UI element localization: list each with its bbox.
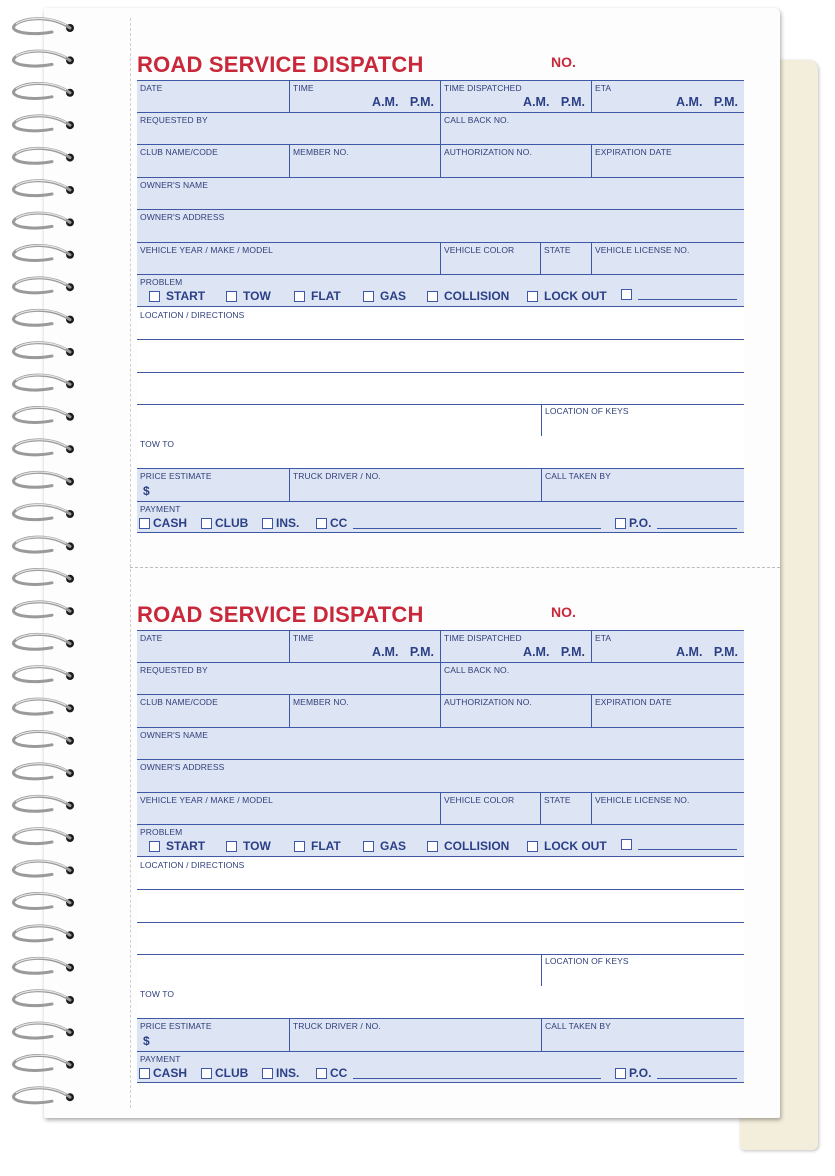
- member-no-label: MEMBER NO.: [293, 697, 349, 707]
- checkbox-icon: [621, 839, 632, 850]
- spiral-coil: [13, 828, 74, 843]
- time-dispatched-label: TIME DISPATCHED: [444, 633, 522, 643]
- call-taken-by-field[interactable]: [541, 469, 744, 501]
- state-label: STATE: [544, 245, 571, 255]
- problem-label: PROBLEM: [140, 827, 183, 837]
- checkbox-icon: [139, 1068, 150, 1079]
- spiral-coil: [13, 861, 74, 876]
- date-label: DATE: [140, 633, 163, 643]
- spiral-coil: [13, 731, 74, 746]
- problem-label: PROBLEM: [140, 277, 183, 287]
- spiral-coil: [13, 602, 74, 617]
- owners-address-label: OWNER'S ADDRESS: [140, 212, 225, 222]
- row-problem: [137, 274, 744, 307]
- authorization-no-field[interactable]: [440, 695, 591, 727]
- payment-cash-checkbox[interactable]: CASH: [139, 1066, 187, 1080]
- time-field[interactable]: [289, 81, 440, 112]
- cc-number-blank[interactable]: [353, 1078, 601, 1079]
- po-number-blank[interactable]: [657, 528, 737, 529]
- time-am-pm: A.M. P.M.: [372, 95, 434, 109]
- row-vehicle: [137, 242, 744, 274]
- owners-name-field[interactable]: [137, 728, 744, 759]
- payment-cc-checkbox[interactable]: CC: [316, 516, 601, 530]
- requested-by-field[interactable]: [137, 113, 440, 144]
- dollar-sign: $: [143, 484, 150, 498]
- spiral-binding: [0, 0, 90, 1176]
- checkbox-icon: [226, 291, 237, 302]
- owners-name-label: OWNER'S NAME: [140, 730, 208, 740]
- call-taken-by-label: CALL TAKEN BY: [545, 471, 611, 481]
- spiral-coil: [13, 310, 74, 325]
- row-price: [137, 468, 744, 501]
- writing-line: [137, 954, 744, 955]
- vehicle-color-label: VEHICLE COLOR: [444, 795, 515, 805]
- row-requested-by: [137, 662, 744, 694]
- row-date-time: [137, 80, 744, 112]
- call-taken-by-field[interactable]: [541, 1019, 744, 1051]
- spiral-coil: [13, 569, 74, 584]
- payment-label: PAYMENT: [140, 504, 181, 514]
- checkbox-icon: [615, 518, 626, 529]
- spiral-coil: [13, 1055, 74, 1070]
- payment-cc-checkbox[interactable]: CC: [316, 1066, 601, 1080]
- payment-ins-checkbox[interactable]: INS.: [262, 516, 299, 530]
- problem-other-blank[interactable]: [638, 849, 737, 850]
- checkbox-icon: [527, 291, 538, 302]
- call-back-no-label: CALL BACK NO.: [444, 665, 510, 675]
- checkbox-icon: [427, 841, 438, 852]
- form-title: ROAD SERVICE DISPATCH: [137, 602, 424, 627]
- expiration-date-label: EXPIRATION DATE: [595, 147, 672, 157]
- spiral-coil: [13, 893, 74, 908]
- checkbox-icon: [615, 1068, 626, 1079]
- payment-po-checkbox[interactable]: P.O.: [615, 516, 737, 530]
- row-owners-name: [137, 727, 744, 759]
- row-tow-to[interactable]: [137, 986, 744, 1018]
- truck-driver-no-label: TRUCK DRIVER / NO.: [293, 471, 381, 481]
- spiral-coil: [13, 116, 74, 131]
- expiration-date-label: EXPIRATION DATE: [595, 697, 672, 707]
- requested-by-field[interactable]: [137, 663, 440, 694]
- time-dispatched-field[interactable]: [440, 81, 591, 112]
- keys-divider: [541, 404, 542, 436]
- checkbox-icon: [262, 518, 273, 529]
- call-back-no-label: CALL BACK NO.: [444, 115, 510, 125]
- spiral-coil: [13, 440, 74, 455]
- owners-address-label: OWNER'S ADDRESS: [140, 762, 225, 772]
- expiration-date-field[interactable]: [591, 695, 744, 727]
- spiral-coil: [13, 51, 74, 66]
- checkbox-icon: [149, 291, 160, 302]
- checkbox-icon: [621, 289, 632, 300]
- problem-tow-checkbox[interactable]: TOW: [226, 839, 271, 853]
- problem-collision-checkbox[interactable]: COLLISION: [427, 289, 509, 303]
- spiral-coil: [13, 1088, 74, 1103]
- spiral-coil: [13, 375, 74, 390]
- row-club: [137, 694, 744, 727]
- price-estimate-label: PRICE ESTIMATE: [140, 1021, 212, 1031]
- spiral-coil: [13, 504, 74, 519]
- row-payment: [137, 1051, 744, 1083]
- owners-address-field[interactable]: [137, 760, 744, 792]
- eta-label: ETA: [595, 633, 612, 643]
- vehicle-color-field[interactable]: [440, 793, 540, 824]
- row-location-directions[interactable]: [137, 308, 744, 436]
- problem-other-checkbox[interactable]: [621, 839, 737, 850]
- checkbox-icon: [527, 841, 538, 852]
- payment-po-checkbox[interactable]: P.O.: [615, 1066, 737, 1080]
- spiral-coil: [13, 537, 74, 552]
- form-number-label: NO.: [551, 604, 576, 620]
- price-estimate-field[interactable]: [137, 469, 289, 501]
- perforation-horizontal: [130, 567, 780, 568]
- row-owners-address: [137, 209, 744, 242]
- authorization-no-field[interactable]: [440, 145, 591, 177]
- club-name-code-field[interactable]: [137, 695, 289, 727]
- problem-lock-out-checkbox[interactable]: LOCK OUT: [527, 289, 607, 303]
- vehicle-license-no-field[interactable]: [591, 243, 744, 274]
- owners-name-field[interactable]: [137, 178, 744, 209]
- authorization-no-label: AUTHORIZATION NO.: [444, 697, 532, 707]
- member-no-field[interactable]: [289, 695, 440, 727]
- truck-driver-no-field[interactable]: [289, 1019, 541, 1051]
- row-location-directions[interactable]: [137, 858, 744, 986]
- vehicle-ymm-label: VEHICLE YEAR / MAKE / MODEL: [140, 795, 273, 805]
- vehicle-license-no-label: VEHICLE LICENSE NO.: [595, 795, 690, 805]
- row-vehicle: [137, 792, 744, 824]
- call-taken-by-label: CALL TAKEN BY: [545, 1021, 611, 1031]
- spiral-coil: [13, 148, 74, 163]
- problem-other-checkbox[interactable]: [621, 289, 737, 300]
- problem-gas-checkbox[interactable]: GAS: [363, 839, 406, 853]
- spiral-coil: [13, 407, 74, 422]
- payment-label: PAYMENT: [140, 1054, 181, 1064]
- time-dispatched-am-pm: A.M. P.M.: [523, 95, 585, 109]
- time-dispatched-am-pm: A.M. P.M.: [523, 645, 585, 659]
- spiral-coil: [13, 634, 74, 649]
- price-estimate-field[interactable]: [137, 1019, 289, 1051]
- payment-ins-checkbox[interactable]: INS.: [262, 1066, 299, 1080]
- location-directions-label: LOCATION / DIRECTIONS: [140, 860, 245, 870]
- club-name-code-label: CLUB NAME/CODE: [140, 697, 218, 707]
- spiral-coil: [13, 699, 74, 714]
- time-label: TIME: [293, 633, 314, 643]
- payment-club-checkbox[interactable]: CLUB: [201, 516, 248, 530]
- vehicle-ymm-label: VEHICLE YEAR / MAKE / MODEL: [140, 245, 273, 255]
- spiral-coil: [13, 83, 74, 98]
- state-field[interactable]: [540, 243, 591, 274]
- time-field[interactable]: [289, 631, 440, 662]
- writing-line: [137, 339, 744, 340]
- writing-line: [137, 404, 744, 405]
- writing-line: [137, 922, 744, 923]
- time-dispatched-label: TIME DISPATCHED: [444, 83, 522, 93]
- club-name-code-label: CLUB NAME/CODE: [140, 147, 218, 157]
- checkbox-icon: [226, 841, 237, 852]
- call-back-no-field[interactable]: [440, 113, 744, 144]
- truck-driver-no-field[interactable]: [289, 469, 541, 501]
- problem-lock-out-checkbox[interactable]: LOCK OUT: [527, 839, 607, 853]
- problem-start-checkbox[interactable]: START: [149, 289, 205, 303]
- tow-to-label: TOW TO: [140, 989, 175, 999]
- eta-field[interactable]: [591, 81, 744, 112]
- time-dispatched-field[interactable]: [440, 631, 591, 662]
- spiral-coil: [13, 958, 74, 973]
- vehicle-color-label: VEHICLE COLOR: [444, 245, 515, 255]
- problem-start-checkbox[interactable]: START: [149, 839, 205, 853]
- checkbox-icon: [294, 841, 305, 852]
- checkbox-icon: [149, 841, 160, 852]
- problem-gas-checkbox[interactable]: GAS: [363, 289, 406, 303]
- spiral-coil: [13, 764, 74, 779]
- checkbox-icon: [363, 841, 374, 852]
- expiration-date-field[interactable]: [591, 145, 744, 177]
- state-field[interactable]: [540, 793, 591, 824]
- date-label: DATE: [140, 83, 163, 93]
- checkbox-icon: [316, 518, 327, 529]
- call-back-no-field[interactable]: [440, 663, 744, 694]
- row-tow-to[interactable]: [137, 436, 744, 468]
- row-problem: [137, 824, 744, 857]
- state-label: STATE: [544, 795, 571, 805]
- time-label: TIME: [293, 83, 314, 93]
- vehicle-license-no-label: VEHICLE LICENSE NO.: [595, 245, 690, 255]
- checkbox-icon: [201, 1068, 212, 1079]
- problem-other-blank[interactable]: [638, 299, 737, 300]
- keys-divider: [541, 954, 542, 986]
- date-field[interactable]: [137, 81, 289, 112]
- cc-number-blank[interactable]: [353, 528, 601, 529]
- row-club: [137, 144, 744, 177]
- payment-club-checkbox[interactable]: CLUB: [201, 1066, 248, 1080]
- checkbox-icon: [316, 1068, 327, 1079]
- spiral-coil: [13, 342, 74, 357]
- form-title: ROAD SERVICE DISPATCH: [137, 52, 424, 77]
- spiral-coil: [13, 1023, 74, 1038]
- perforation-vertical: [130, 18, 131, 1108]
- truck-driver-no-label: TRUCK DRIVER / NO.: [293, 1021, 381, 1031]
- problem-collision-checkbox[interactable]: COLLISION: [427, 839, 509, 853]
- owners-name-label: OWNER'S NAME: [140, 180, 208, 190]
- checkbox-icon: [427, 291, 438, 302]
- problem-flat-checkbox[interactable]: FLAT: [294, 289, 341, 303]
- row-owners-name: [137, 177, 744, 209]
- owners-address-field[interactable]: [137, 210, 744, 242]
- member-no-field[interactable]: [289, 145, 440, 177]
- row-payment: [137, 501, 744, 533]
- location-of-keys-label: LOCATION OF KEYS: [545, 956, 629, 966]
- spiral-coil: [13, 18, 74, 33]
- eta-am-pm: A.M. P.M.: [676, 95, 738, 109]
- spiral-coil: [13, 180, 74, 195]
- spiral-coil: [13, 926, 74, 941]
- spiral-coil: [13, 245, 74, 260]
- eta-am-pm: A.M. P.M.: [676, 645, 738, 659]
- spiral-coil: [13, 990, 74, 1005]
- member-no-label: MEMBER NO.: [293, 147, 349, 157]
- vehicle-ymm-field[interactable]: [137, 793, 440, 824]
- eta-field[interactable]: [591, 631, 744, 662]
- eta-label: ETA: [595, 83, 612, 93]
- location-of-keys-label: LOCATION OF KEYS: [545, 406, 629, 416]
- tow-to-label: TOW TO: [140, 439, 175, 449]
- dollar-sign: $: [143, 1034, 150, 1048]
- vehicle-ymm-field[interactable]: [137, 243, 440, 274]
- authorization-no-label: AUTHORIZATION NO.: [444, 147, 532, 157]
- form-number-label: NO.: [551, 54, 576, 70]
- spiral-coil: [13, 796, 74, 811]
- payment-cash-checkbox[interactable]: CASH: [139, 516, 187, 530]
- requested-by-label: REQUESTED BY: [140, 115, 208, 125]
- price-estimate-label: PRICE ESTIMATE: [140, 471, 212, 481]
- date-field[interactable]: [137, 631, 289, 662]
- spiral-coil: [13, 472, 74, 487]
- problem-flat-checkbox[interactable]: FLAT: [294, 839, 341, 853]
- row-date-time: [137, 630, 744, 662]
- spiral-coil: [13, 278, 74, 293]
- time-am-pm: A.M. P.M.: [372, 645, 434, 659]
- spiral-coil: [13, 666, 74, 681]
- po-number-blank[interactable]: [657, 1078, 737, 1079]
- vehicle-license-no-field[interactable]: [591, 793, 744, 824]
- writing-line: [137, 372, 744, 373]
- vehicle-color-field[interactable]: [440, 243, 540, 274]
- problem-tow-checkbox[interactable]: TOW: [226, 289, 271, 303]
- spiral-coil: [13, 213, 74, 228]
- row-requested-by: [137, 112, 744, 144]
- club-name-code-field[interactable]: [137, 145, 289, 177]
- checkbox-icon: [294, 291, 305, 302]
- requested-by-label: REQUESTED BY: [140, 665, 208, 675]
- checkbox-icon: [363, 291, 374, 302]
- writing-line: [137, 889, 744, 890]
- row-owners-address: [137, 759, 744, 792]
- checkbox-icon: [201, 518, 212, 529]
- checkbox-icon: [262, 1068, 273, 1079]
- checkbox-icon: [139, 518, 150, 529]
- row-price: [137, 1018, 744, 1051]
- location-directions-label: LOCATION / DIRECTIONS: [140, 310, 245, 320]
